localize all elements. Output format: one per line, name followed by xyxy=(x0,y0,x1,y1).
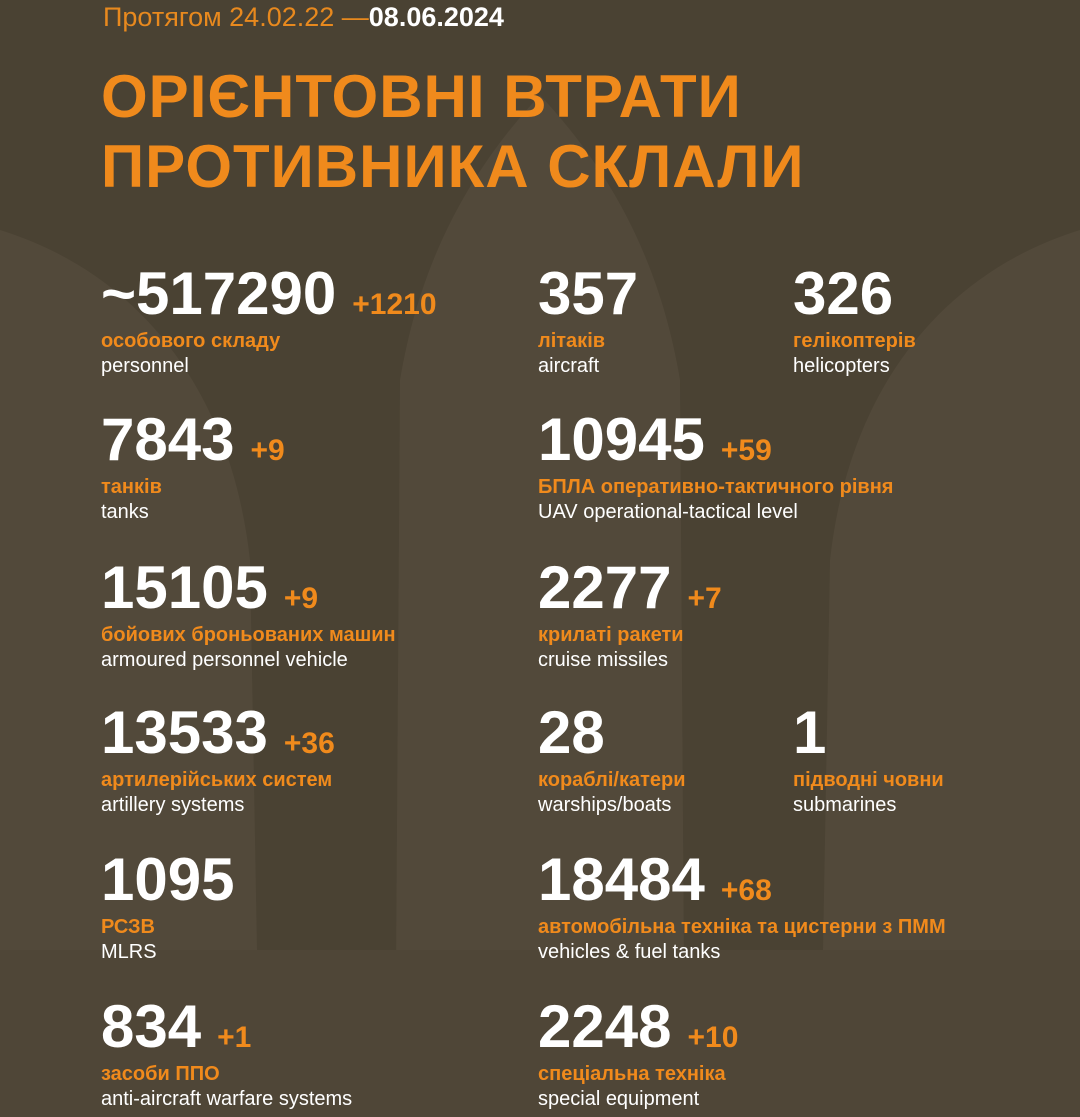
stat-label-en: tanks xyxy=(101,501,149,523)
stat-label-en: aircraft xyxy=(538,355,600,377)
stat-delta: +9 xyxy=(283,582,319,615)
stat-label-ua: літаків xyxy=(538,330,606,352)
stat-tanks xyxy=(101,408,285,524)
stat-value: 357 xyxy=(538,260,639,327)
title-line-2: ПРОТИВНИКА СКЛАЛИ xyxy=(101,133,805,200)
stat-label-ua: РСЗВ xyxy=(101,916,155,938)
stat-label-ua: бойових броньованих машин xyxy=(101,624,396,646)
stat-uav xyxy=(538,408,893,524)
stat-value: 15105 xyxy=(101,554,268,621)
stat-value: 1 xyxy=(793,699,827,766)
stat-label-ua: артилерійських систем xyxy=(101,769,333,791)
stat-label-en: artillery systems xyxy=(101,794,245,816)
stat-label-en: MLRS xyxy=(101,941,157,963)
stat-label-ua: гелікоптерів xyxy=(793,330,916,352)
stat-delta: +10 xyxy=(687,1021,739,1054)
stat-label-en: vehicles & fuel tanks xyxy=(538,941,721,963)
stat-label-ua: особового складу xyxy=(101,330,281,352)
stat-air-defense xyxy=(101,995,352,1111)
stat-label-en: anti-aircraft warfare systems xyxy=(101,1088,353,1110)
stat-label-en: special equipment xyxy=(538,1088,700,1110)
stat-aircraft xyxy=(538,262,638,378)
stat-label-en: warships/boats xyxy=(538,794,672,816)
stat-vehicles xyxy=(538,848,946,964)
stat-value: 834 xyxy=(101,993,202,1060)
stat-value: 1095 xyxy=(101,846,235,913)
stat-warships xyxy=(538,701,686,817)
stat-artillery xyxy=(101,701,335,817)
stat-delta: +68 xyxy=(720,874,772,907)
stat-label-en: personnel xyxy=(101,355,189,377)
period-end-date: 08.06.2024 xyxy=(368,2,504,32)
stat-value: 7843 xyxy=(101,406,235,473)
stat-label-en: UAV operational-tactical level xyxy=(538,501,798,523)
stat-value: 13533 xyxy=(101,699,268,766)
stat-special-equipment xyxy=(538,995,738,1111)
period-header xyxy=(103,2,504,33)
stat-label-en: submarines xyxy=(793,794,897,816)
stat-label-ua: спеціальна техніка xyxy=(538,1063,726,1085)
stat-delta: +36 xyxy=(283,727,335,760)
stat-apv xyxy=(101,556,396,672)
stat-delta: +9 xyxy=(250,434,285,467)
stat-helicopters xyxy=(793,262,916,378)
page-title xyxy=(101,62,805,202)
stat-label-en: armoured personnel vehicle xyxy=(101,649,348,671)
stat-value: ~517290 xyxy=(101,260,337,327)
stat-delta: +1 xyxy=(217,1021,252,1054)
stat-label-ua: автомобільна техніка та цистерни з ПММ xyxy=(538,916,946,938)
stat-delta: +59 xyxy=(720,434,772,467)
stat-value: 28 xyxy=(538,699,605,766)
stat-delta: +7 xyxy=(687,582,722,615)
stat-mlrs xyxy=(101,848,234,964)
stat-label-en: helicopters xyxy=(793,355,890,377)
stat-label-ua: танків xyxy=(101,476,162,498)
stat-label-en: cruise missiles xyxy=(538,649,669,671)
stat-label-ua: крилаті ракети xyxy=(538,624,684,646)
stat-value: 10945 xyxy=(538,406,705,473)
stat-value: 326 xyxy=(793,260,894,327)
stat-personnel xyxy=(101,262,437,378)
stat-submarines xyxy=(793,701,944,817)
stat-label-ua: підводні човни xyxy=(793,769,944,791)
stat-label-ua: БПЛА оперативно-тактичного рівня xyxy=(538,476,894,498)
stat-value: 18484 xyxy=(538,846,705,913)
stat-label-ua: кораблі/катери xyxy=(538,769,686,791)
stat-value: 2248 xyxy=(538,993,672,1060)
stat-delta: +1210 xyxy=(352,288,437,321)
period-prefix: Протягом 24.02.22 — xyxy=(103,2,369,32)
stat-value: 2277 xyxy=(538,554,672,621)
title-line-1: ОРІЄНТОВНІ ВТРАТИ xyxy=(101,63,742,130)
stat-cruise-missiles xyxy=(538,556,722,672)
stat-label-ua: засоби ППО xyxy=(101,1063,220,1085)
